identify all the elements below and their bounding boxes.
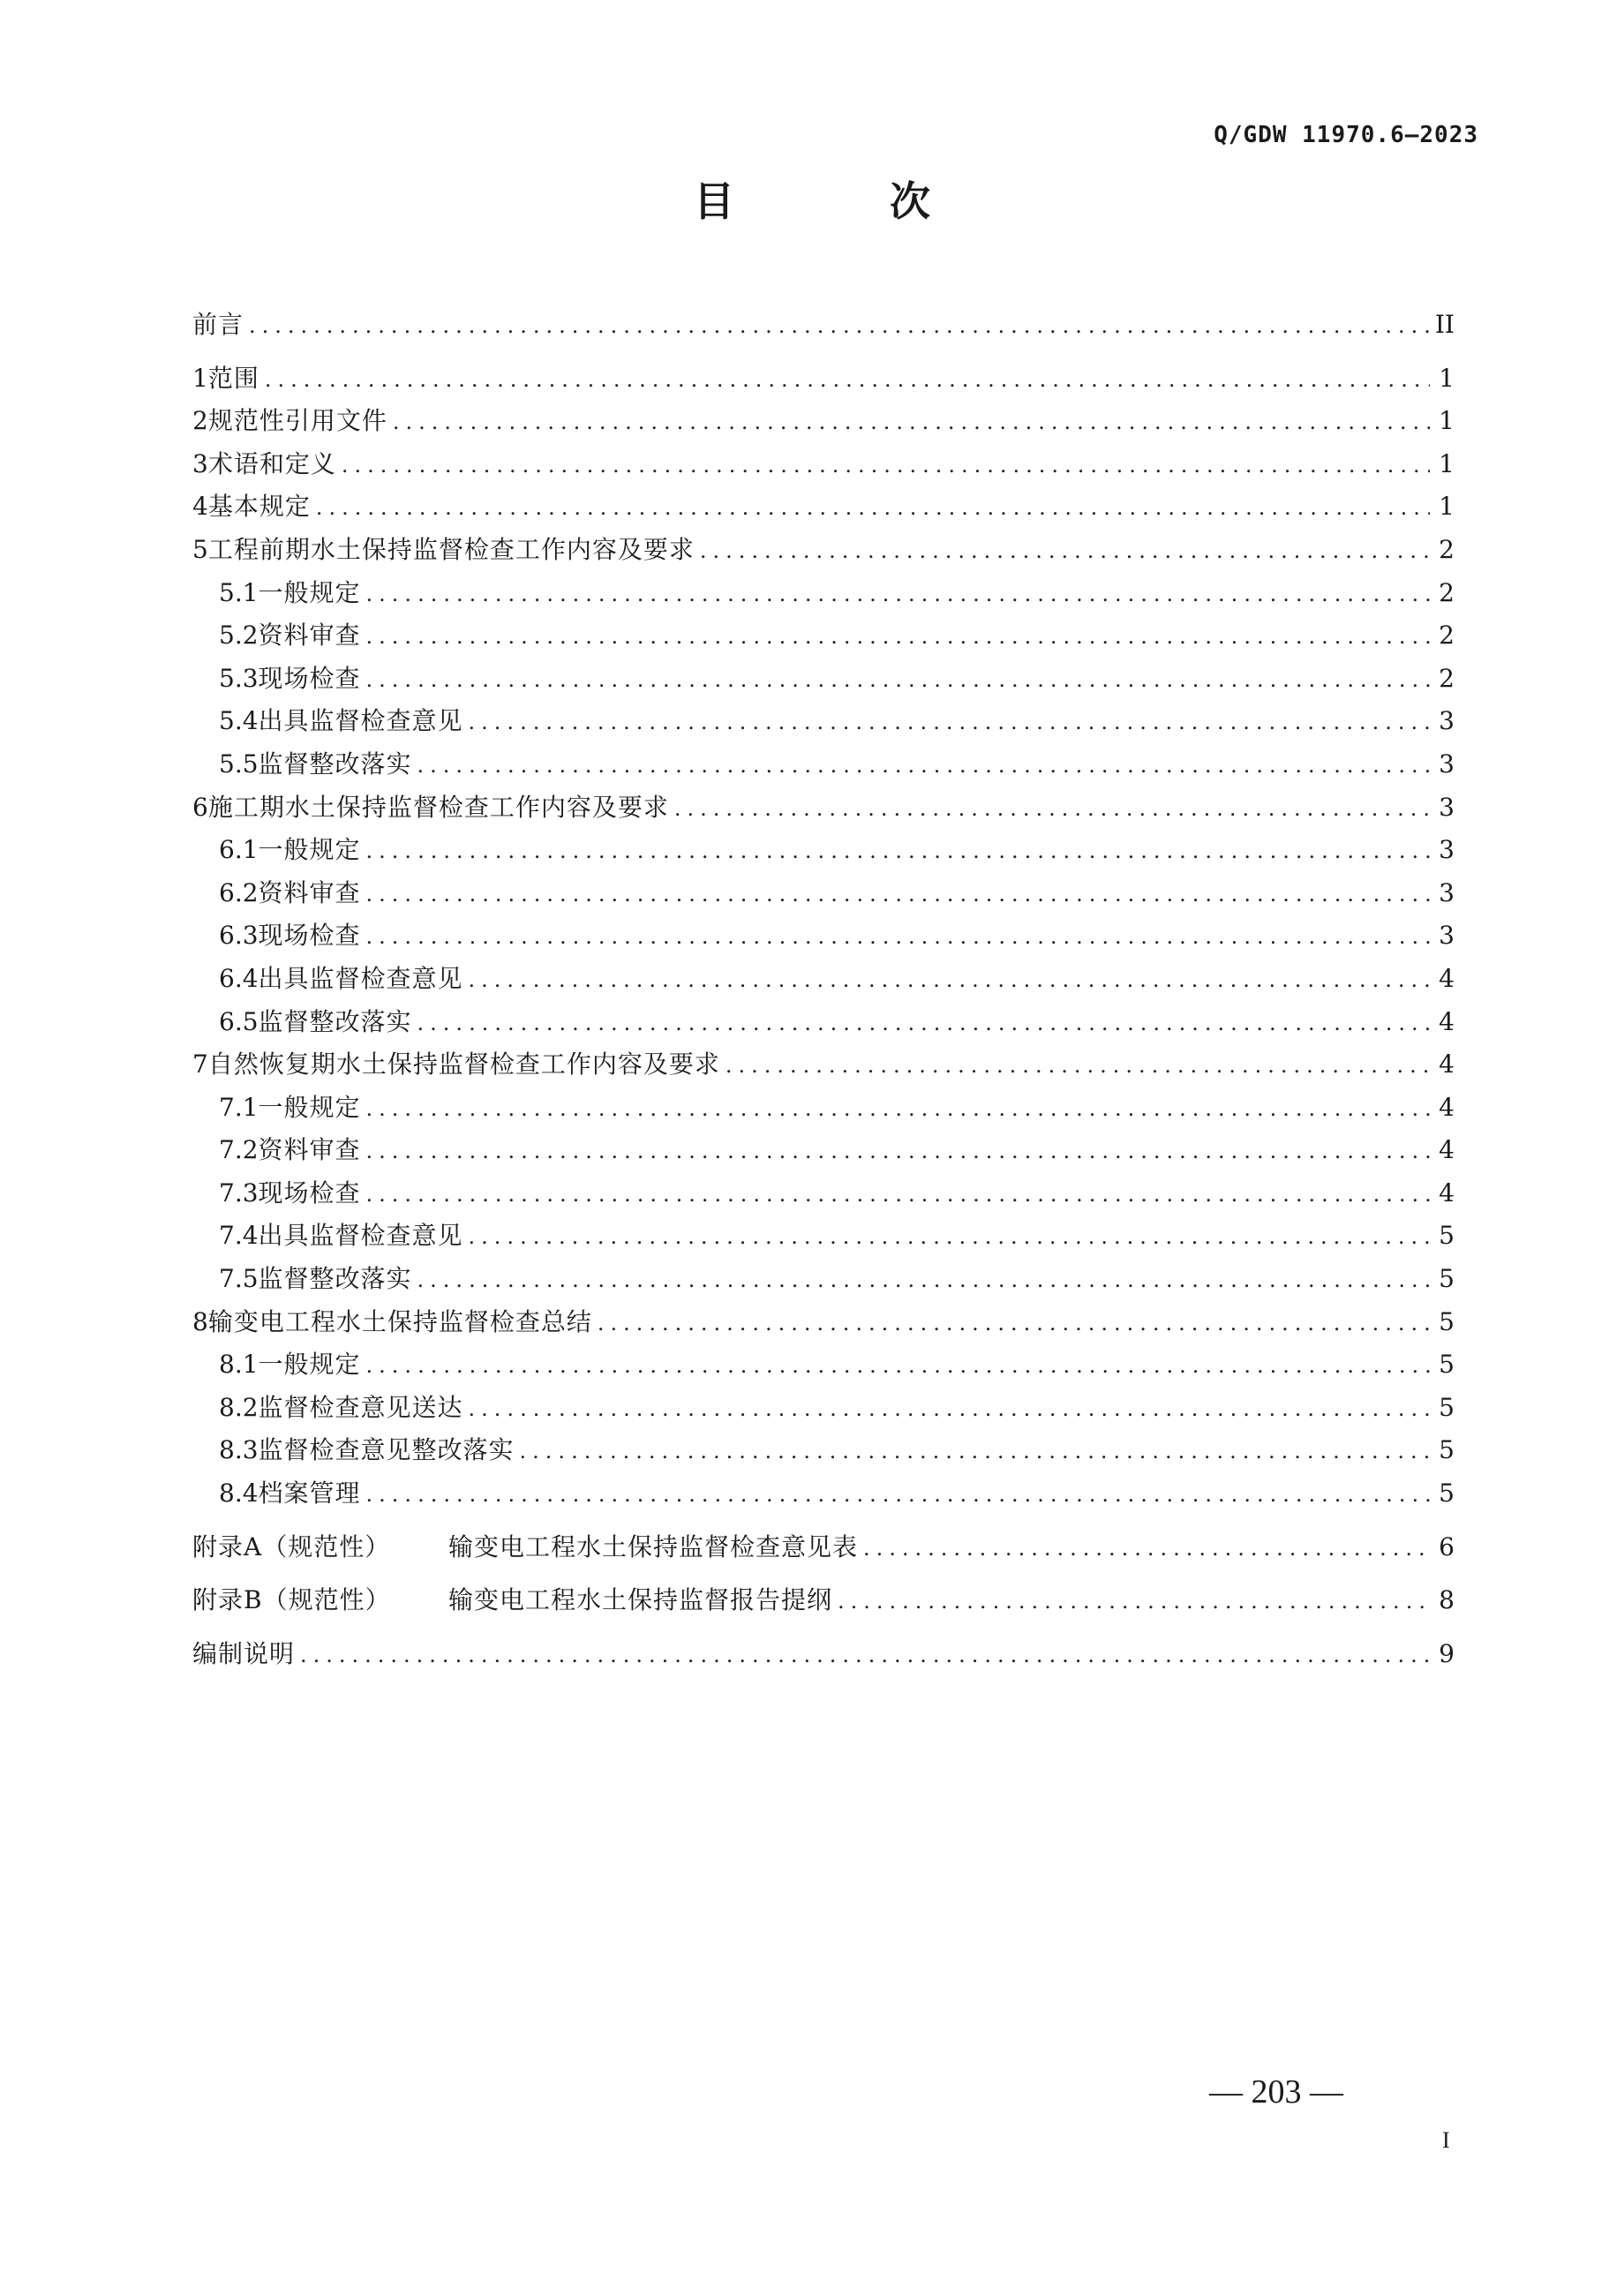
leader-dots <box>469 1215 1430 1259</box>
toc-page: 1 <box>1439 492 1455 522</box>
toc-page: 9 <box>1439 1638 1455 1668</box>
table-of-contents <box>192 304 1455 1675</box>
toc-label: 术语和定义 <box>207 448 336 478</box>
toc-page: 3 <box>1439 835 1455 865</box>
toc-number: 7.5 <box>219 1264 259 1294</box>
toc-label: 施工期水土保持监督检查工作内容及要求 <box>207 792 669 822</box>
toc-entry[interactable] <box>192 743 1455 786</box>
toc-entry[interactable] <box>192 614 1455 658</box>
toc-number: 5.1 <box>219 577 259 607</box>
toc-entry[interactable] <box>192 443 1455 486</box>
toc-entry[interactable] <box>192 1429 1455 1472</box>
toc-entry[interactable] <box>192 958 1455 1001</box>
toc-page: 5 <box>1439 1306 1455 1336</box>
toc-page: 1 <box>1439 448 1455 478</box>
toc-page: 5 <box>1439 1392 1455 1422</box>
toc-number: 5.5 <box>219 749 259 779</box>
toc-label: 现场检查 <box>258 1178 361 1208</box>
toc-entry[interactable] <box>192 304 1455 347</box>
toc-entry[interactable] <box>192 786 1455 830</box>
toc-page: 3 <box>1439 921 1455 951</box>
toc-label: 一般规定 <box>258 1092 361 1122</box>
toc-label: 资料审查 <box>258 877 361 907</box>
toc-entry[interactable] <box>192 1215 1455 1258</box>
toc-label: 一般规定 <box>258 1350 361 1380</box>
toc-page: 4 <box>1439 1006 1455 1036</box>
toc-number: 7 <box>192 1050 208 1080</box>
toc-number: 8.1 <box>219 1350 259 1380</box>
leader-dots <box>417 744 1430 787</box>
toc-number: 7.1 <box>219 1092 259 1122</box>
toc-appendix-entry[interactable] <box>192 1579 1455 1622</box>
leader-dots <box>366 1473 1430 1516</box>
toc-entry[interactable] <box>192 1472 1455 1516</box>
toc-page: 3 <box>1439 792 1455 822</box>
leader-dots <box>366 1087 1430 1131</box>
leader-dots <box>366 1344 1430 1388</box>
toc-page: 2 <box>1439 577 1455 607</box>
toc-page: 1 <box>1439 406 1455 436</box>
toc-label: 一般规定 <box>258 835 361 865</box>
toc-label: 资料审查 <box>258 1135 361 1165</box>
toc-page: 1 <box>1439 363 1455 393</box>
toc-entry[interactable] <box>192 1301 1455 1344</box>
toc-number: 6.2 <box>219 877 259 907</box>
toc-label: 编制说明 <box>192 1638 296 1668</box>
toc-entry[interactable] <box>192 400 1455 443</box>
leader-dots <box>366 573 1430 616</box>
toc-page: 5 <box>1439 1435 1455 1465</box>
leader-dots <box>366 658 1430 702</box>
leader-dots <box>598 1302 1430 1345</box>
toc-page: 4 <box>1439 1050 1455 1080</box>
toc-page: 5 <box>1439 1350 1455 1380</box>
toc-number: 1 <box>192 363 208 393</box>
toc-label: 输变电工程水土保持监督报告提纲 <box>448 1585 833 1615</box>
leader-dots <box>674 787 1430 831</box>
leader-dots <box>393 401 1430 444</box>
toc-entry[interactable] <box>192 572 1455 615</box>
toc-page: 3 <box>1439 877 1455 907</box>
toc-number: 6.4 <box>219 963 259 993</box>
toc-entry[interactable] <box>192 1043 1455 1087</box>
toc-page: 3 <box>1439 706 1455 736</box>
toc-page: 2 <box>1439 534 1455 564</box>
toc-number: 3 <box>192 448 208 478</box>
leader-dots <box>700 530 1430 573</box>
toc-entry[interactable] <box>192 1258 1455 1301</box>
toc-page: 4 <box>1439 963 1455 993</box>
appendix-prefix: 附录A（规范性） <box>192 1531 391 1561</box>
toc-entry[interactable] <box>192 658 1455 701</box>
toc-label: 基本规定 <box>207 492 311 522</box>
toc-label: 一般规定 <box>258 577 361 607</box>
toc-page: 2 <box>1439 621 1455 651</box>
leader-dots <box>417 1259 1430 1302</box>
leader-dots <box>366 915 1430 959</box>
appendix-prefix: 附录B（规范性） <box>192 1585 391 1615</box>
toc-entry[interactable] <box>192 1001 1455 1044</box>
toc-label: 范围 <box>207 363 259 393</box>
toc-label: 自然恢复期水土保持监督检查工作内容及要求 <box>207 1050 720 1080</box>
toc-number: 6.3 <box>219 921 259 951</box>
toc-label: 出具监督检查意见 <box>258 706 463 736</box>
toc-page: 2 <box>1439 663 1455 693</box>
toc-label: 前言 <box>192 310 244 339</box>
roman-page-number: I <box>1442 2127 1450 2153</box>
toc-label: 现场检查 <box>258 663 361 693</box>
toc-label: 监督检查意见送达 <box>258 1392 463 1422</box>
leader-dots <box>469 1388 1430 1431</box>
toc-page: 6 <box>1439 1531 1455 1561</box>
leader-dots <box>300 1634 1430 1677</box>
leader-dots <box>366 1173 1430 1216</box>
toc-page: 3 <box>1439 749 1455 779</box>
leader-dots <box>469 959 1430 1002</box>
toc-entry[interactable] <box>192 700 1455 743</box>
toc-label: 监督整改落实 <box>258 749 412 779</box>
toc-entry[interactable] <box>192 1129 1455 1172</box>
toc-page: 5 <box>1439 1221 1455 1251</box>
leader-dots <box>863 1527 1430 1570</box>
toc-label: 监督检查意见整改落实 <box>258 1435 515 1465</box>
toc-label: 输变电工程水土保持监督检查总结 <box>207 1306 592 1336</box>
toc-number: 7.3 <box>219 1178 259 1208</box>
leader-dots <box>249 305 1430 348</box>
toc-number: 5.2 <box>219 621 259 651</box>
toc-number: 6.1 <box>219 835 259 865</box>
toc-page: II <box>1434 310 1455 339</box>
toc-page: 4 <box>1439 1178 1455 1208</box>
leader-dots <box>838 1580 1430 1623</box>
toc-number: 5.4 <box>219 706 259 736</box>
leader-dots <box>265 358 1430 402</box>
toc-label: 工程前期水土保持监督检查工作内容及要求 <box>207 534 695 564</box>
page-title: 目 次 <box>693 177 1001 225</box>
toc-label: 监督整改落实 <box>258 1264 412 1294</box>
toc-label: 输变电工程水土保持监督检查意见表 <box>448 1531 859 1561</box>
toc-entry[interactable] <box>192 829 1455 872</box>
toc-entry[interactable] <box>192 872 1455 915</box>
leader-dots <box>366 1130 1430 1173</box>
toc-entry[interactable] <box>192 485 1455 529</box>
printed-page-number: — 203 — <box>1209 2073 1343 2111</box>
toc-page: 4 <box>1439 1092 1455 1122</box>
toc-entry[interactable] <box>192 1172 1455 1215</box>
toc-number: 6.5 <box>219 1006 259 1036</box>
toc-number: 6 <box>192 792 208 822</box>
toc-number: 8 <box>192 1306 208 1336</box>
toc-entry[interactable] <box>192 357 1455 401</box>
leader-dots <box>726 1044 1430 1087</box>
toc-page: 5 <box>1439 1479 1455 1509</box>
toc-number: 2 <box>192 406 208 436</box>
toc-page: 5 <box>1439 1264 1455 1294</box>
toc-appendix-entry[interactable] <box>192 1526 1455 1569</box>
toc-number: 8.2 <box>219 1392 259 1422</box>
toc-label: 规范性引用文件 <box>207 406 387 436</box>
toc-number: 5 <box>192 534 208 564</box>
leader-dots <box>417 1002 1430 1045</box>
leader-dots <box>366 873 1430 916</box>
toc-number: 8.4 <box>219 1479 259 1509</box>
toc-entry[interactable] <box>192 1633 1455 1676</box>
leader-dots <box>366 830 1430 873</box>
leader-dots <box>520 1430 1430 1473</box>
toc-number: 5.3 <box>219 663 259 693</box>
leader-dots <box>316 486 1430 530</box>
leader-dots <box>469 701 1430 744</box>
toc-label: 出具监督检查意见 <box>258 1221 463 1251</box>
toc-page: 8 <box>1439 1585 1455 1615</box>
toc-entry[interactable] <box>192 914 1455 958</box>
leader-dots <box>366 615 1430 658</box>
toc-entry[interactable] <box>192 1387 1455 1430</box>
toc-label: 资料审查 <box>258 621 361 651</box>
toc-entry[interactable] <box>192 529 1455 572</box>
toc-page: 4 <box>1439 1135 1455 1165</box>
toc-number: 7.4 <box>219 1221 259 1251</box>
toc-label: 出具监督检查意见 <box>258 963 463 993</box>
toc-label: 监督整改落实 <box>258 1006 412 1036</box>
toc-number: 4 <box>192 492 208 522</box>
toc-label: 档案管理 <box>258 1479 361 1509</box>
toc-number: 8.3 <box>219 1435 259 1465</box>
leader-dots <box>342 444 1430 487</box>
toc-label: 现场检查 <box>258 921 361 951</box>
toc-entry[interactable] <box>192 1087 1455 1130</box>
toc-entry[interactable] <box>192 1343 1455 1387</box>
toc-number: 7.2 <box>219 1135 259 1165</box>
standard-code: Q/GDW 11970.6—2023 <box>1214 122 1478 148</box>
